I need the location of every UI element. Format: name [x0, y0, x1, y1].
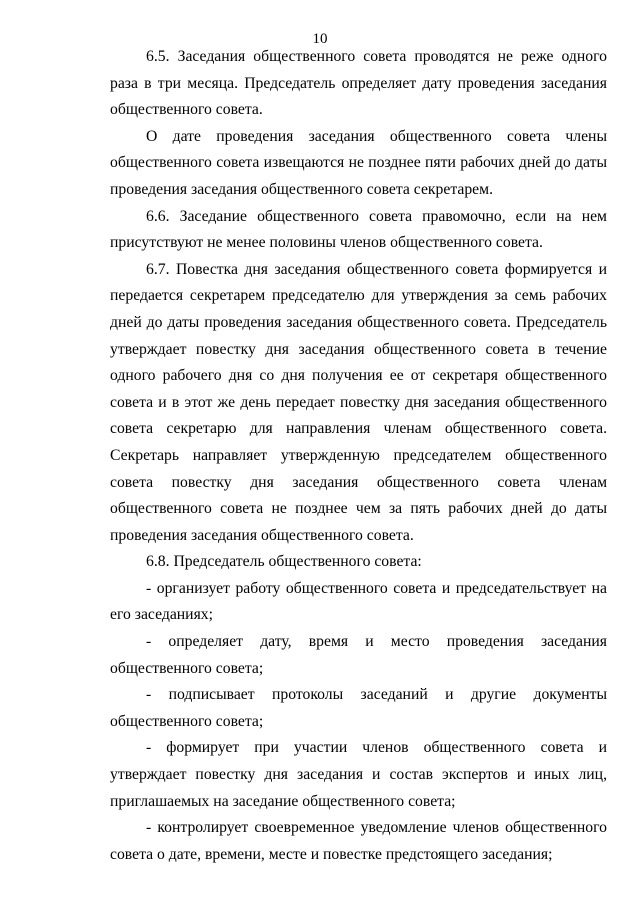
paragraph-6-7: 6.7. Повестка дня заседания общественного совета формируется и передается секретарем председателю для утверждения за семь рабочих дней до даты проведения заседания общественного совета. Председатель утверждает повестку дня заседания общественного совета в течение одного рабочего дня со дня получения ее от секретаря общественного совета и в этот же день передает повестку дня заседания общественного совета секретарю для направления членам общественного совета. Секретарь направляет утвержденную председателем общественного совета повестку дня заседания общественного совета членам общественного совета не позднее чем за пять рабочих дней до даты проведения заседания общественного совета.	[110, 260, 607, 544]
list-item-forms-agenda: - формирует при участии членов общественного совета и утверждает повестку дня заседания и состав экспертов и иных лиц, приглашаемых на заседание общественного совета;	[110, 739, 607, 810]
list-item-organizes-work: - организует работу общественного совета и председательствует на его заседаниях;	[110, 579, 607, 624]
paragraph-6-6: 6.6. Заседание общественного совета правомочно, если на нем присутствуют не менее половины членов общественного совета.	[110, 207, 607, 252]
paragraph-6-5: 6.5. Заседания общественного совета проводятся не реже одного раза в три месяца. Председатель определяет дату проведения заседания общественного совета.	[110, 48, 607, 119]
page-number: 10	[312, 31, 328, 47]
paragraph-meeting-notice: О дате проведения заседания общественного совета члены общественного совета извещаются не позднее пяти рабочих дней до даты проведения заседания общественного совета секретарем.	[110, 127, 607, 198]
list-item-sets-date: - определяет дату, время и место проведения заседания общественного совета;	[110, 633, 607, 677]
document-body	[110, 44, 607, 868]
list-item-signs-protocols: - подписывает протоколы заседаний и другие документы общественного совета;	[110, 686, 607, 730]
list-item-controls-notification: - контролирует своевременное уведомление членов общественного совета о дате, времени, месте и повестке предстоящего заседания;	[110, 819, 607, 863]
paragraph-6-8: 6.8. Председатель общественного совета:	[146, 553, 422, 571]
